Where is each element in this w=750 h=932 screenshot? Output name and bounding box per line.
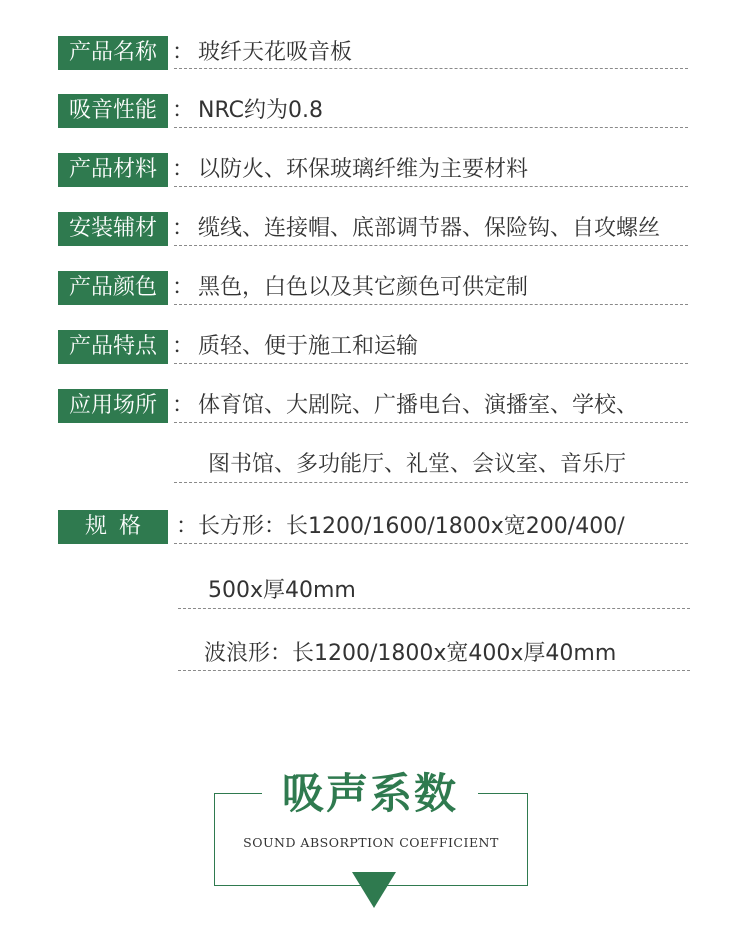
spec-value: 玻纤天花吸音板 — [198, 40, 353, 65]
dashed-divider — [174, 127, 688, 128]
frame-top-left-line — [214, 793, 262, 794]
spec-label: 产品材料 — [58, 153, 168, 187]
section-subtitle: SOUND ABSORPTION COEFFICIENT — [243, 835, 499, 850]
dashed-divider — [174, 304, 688, 305]
dashed-divider — [178, 608, 690, 609]
spec-value: 黑色，白色以及其它颜色可供定制 — [198, 275, 529, 300]
down-triangle-icon — [352, 872, 396, 908]
spec-value: NRC约为0.8 — [198, 98, 323, 123]
dashed-divider — [174, 186, 688, 187]
spec-value-wave: 波浪形：长1200/1800x宽400x厚40mm — [204, 641, 617, 666]
dashed-divider — [174, 482, 688, 483]
dashed-divider — [174, 422, 688, 423]
spec-colon: ： — [172, 40, 195, 65]
spec-colon: ： — [172, 216, 195, 241]
spec-colon: ： — [172, 334, 195, 359]
spec-value: 以防火、环保玻璃纤维为主要材料 — [198, 157, 529, 182]
spec-colon: ： — [172, 275, 195, 300]
dashed-divider — [174, 245, 688, 246]
dashed-divider — [174, 543, 688, 544]
spec-label: 吸音性能 — [58, 94, 168, 128]
spec-label: 产品颜色 — [58, 271, 168, 305]
spec-label: 安装辅材 — [58, 212, 168, 246]
spec-value: 缆线、连接帽、底部调节器、保险钩、自攻螺丝 — [198, 216, 661, 241]
spec-value-continued: 图书馆、多功能厅、礼堂、会议室、音乐厅 — [208, 452, 627, 477]
spec-label: 产品名称 — [58, 36, 168, 70]
spec-colon: ： — [172, 157, 195, 182]
dashed-divider — [174, 68, 688, 69]
spec-label: 应用场所 — [58, 389, 168, 423]
dashed-divider — [174, 363, 688, 364]
spec-colon: ： — [172, 98, 195, 123]
section-title: 吸声系数 — [281, 769, 458, 818]
spec-value-continued: 500x厚40mm — [208, 578, 356, 603]
frame-top-right-line — [478, 793, 528, 794]
spec-value: 体育馆、大剧院、广播电台、演播室、学校、 — [198, 393, 639, 418]
spec-label: 产品特点 — [58, 330, 168, 364]
spec-label: 规格 — [58, 510, 168, 544]
spec-value: 长方形：长1200/1600/1800x宽200/400/ — [198, 514, 625, 539]
spec-value: 质轻、便于施工和运输 — [198, 334, 419, 359]
dashed-divider — [178, 670, 690, 671]
spec-colon: ： — [172, 393, 195, 418]
spec-colon: ： — [176, 514, 199, 539]
